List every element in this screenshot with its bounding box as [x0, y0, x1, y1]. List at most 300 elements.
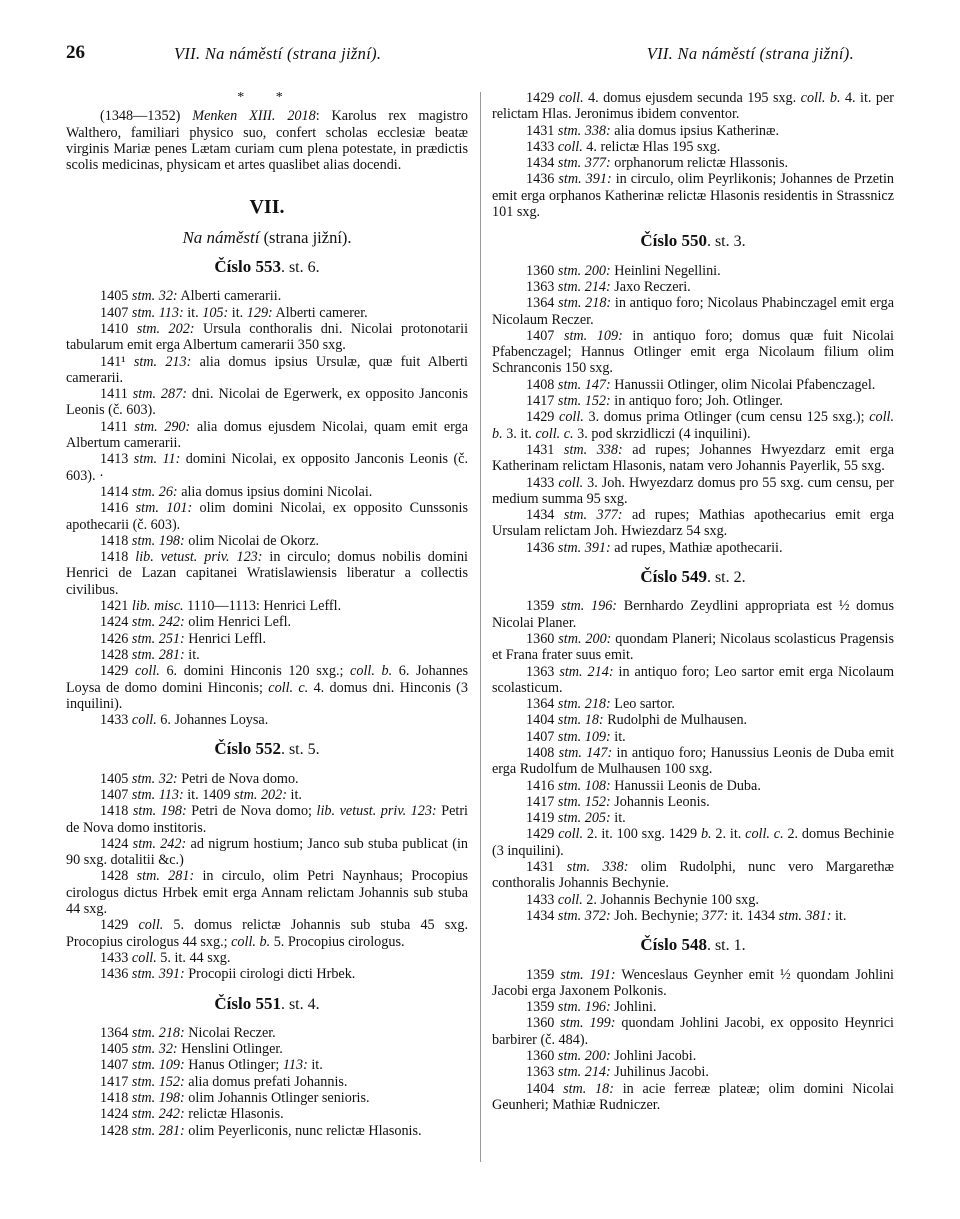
entry-text: 5. Procopius cirologus.	[270, 933, 405, 950]
entry-text: 1436	[526, 171, 559, 188]
source-reference: stm. 109:	[563, 327, 623, 344]
entry-text: it.	[286, 786, 302, 803]
source-reference: stm. 196:	[557, 999, 611, 1016]
record-entry	[492, 507, 894, 540]
entry-text: alia domus prefati Johannis.	[184, 1073, 348, 1090]
section-title-rest: (strana jižní).	[259, 227, 352, 247]
entry-text: olim Rudolphi, nunc vero Margarethæ conthoralis Johannis Bechynie.	[492, 859, 895, 892]
entry-text: in circulo; domus nobilis domini Henrici de Lazan capitanei Wratislawiensis liberatur a collectis civilibus.	[66, 549, 468, 598]
entry-text: 1424	[100, 614, 132, 631]
source-reference: stm. 200:	[558, 630, 612, 647]
entry-text: 1417	[526, 793, 558, 810]
entry-text: 1431	[526, 859, 567, 876]
record-entry	[66, 803, 468, 836]
source-reference: stm. 214:	[557, 278, 611, 295]
source-reference: stm. 205:	[557, 810, 611, 827]
record-entry	[66, 321, 468, 354]
entry-text: orphanorum relictæ Hlassonis.	[610, 155, 789, 172]
entry-text: 1429	[100, 917, 139, 934]
page-header	[66, 40, 894, 70]
entry-text: in circulo, olim Petri Naynhaus; Procopius cirologus dictus Hrbek emit erga Annam relictam Johannis sub stuba 44 sxg.	[66, 868, 469, 918]
entry-text: 1360	[526, 262, 558, 279]
source-reference: stm. 251:	[131, 630, 185, 647]
source-reference: stm. 287:	[132, 386, 187, 403]
entry-text: 1433	[526, 474, 559, 491]
entry-text: 1417	[100, 1073, 132, 1090]
source-reference: stm. 338:	[566, 859, 629, 876]
entry-text: 1426	[100, 630, 132, 647]
entry-text: 4. domus dni. Hinconis (3 inquilini).	[66, 679, 468, 712]
source-reference: lib. misc.	[131, 598, 184, 615]
entry-text: 1433	[526, 138, 558, 155]
record-entry	[492, 155, 894, 171]
entry-text: 1413	[100, 451, 134, 468]
source-reference: coll. b.	[800, 90, 841, 106]
entry-text: relictæ Hlasonis.	[184, 1106, 284, 1123]
record-entry	[66, 1123, 468, 1139]
record-entry	[492, 1015, 894, 1048]
source-reference: 113:	[282, 1057, 308, 1074]
entry-text: olim Peyerliconis, nunc relictæ Hlasonis.	[184, 1122, 422, 1139]
source-reference: coll.	[135, 663, 160, 680]
record-entry	[492, 729, 894, 745]
entry-text: 1110—1113: Henrici Leffl.	[183, 598, 342, 615]
entry-text: : Karolus rex magistro Walthero, familiari physico suo, confert scholas ecclesiæ beatæ virginis Mariæ penes Lætam curiam cum plena potestate, in prædictis scolis medicinas, physicam et artes quaslibet alias docendi.	[66, 108, 468, 174]
entry-text: 1363	[526, 1064, 558, 1081]
source-reference: stm. 281:	[136, 868, 195, 885]
source-reference: stm. 196:	[561, 598, 618, 615]
source-reference: coll.	[559, 409, 584, 426]
entry-text: 1433	[526, 891, 558, 908]
record-entry	[66, 712, 468, 728]
source-reference: coll. b.	[231, 933, 271, 950]
record-entry	[492, 171, 894, 220]
entry-text: Heinlini Negellini.	[610, 262, 721, 279]
entry-text: Petri de Nova domo;	[186, 803, 317, 820]
entry-text: 4. it. per relictam Hlas. Jeronimus ibidem conventor.	[492, 90, 895, 123]
house-number: Číslo 551	[214, 993, 281, 1013]
entry-text: 1411	[100, 418, 135, 435]
entry-text: Hanussii Leonis de Duba.	[610, 777, 761, 794]
record-entry	[492, 810, 894, 826]
entry-text: 1431	[526, 441, 564, 458]
entry-text: 1424	[100, 1106, 132, 1123]
entry-text: 1363	[526, 278, 558, 295]
entry-text: 1417	[526, 393, 558, 410]
entry-text: 1429	[526, 90, 559, 106]
record-entry	[492, 90, 894, 123]
source-reference: stm. 152:	[557, 393, 611, 410]
source-reference: stm. 372:	[557, 907, 611, 924]
section-stars: * *	[237, 90, 297, 105]
record-entry	[66, 451, 468, 484]
entry-text: 1408	[526, 376, 558, 393]
entry-text: 2. domus Bechinie (3 inquilini).	[492, 826, 895, 859]
source-reference: stm. 281:	[131, 1122, 185, 1139]
entry-text: Johlini.	[610, 999, 657, 1016]
record-entry	[66, 868, 468, 917]
record-entry	[66, 663, 468, 712]
entry-text: 1360	[526, 1048, 558, 1065]
source-reference: stm. 147:	[557, 376, 611, 393]
source-reference: stm. 377:	[563, 507, 623, 524]
entry-text: 1428	[100, 868, 137, 885]
entry-text: 1433	[100, 712, 132, 729]
record-entry	[66, 305, 468, 321]
source-reference: stm. 281:	[131, 646, 185, 663]
entry-text: 2. it. 100 sxg. 1429	[583, 826, 701, 843]
entry-text: 1429	[526, 409, 560, 426]
source-reference: coll. c.	[535, 425, 574, 442]
intro-paragraph	[66, 108, 468, 173]
entry-text: ad rupes; Johannes Hwyezdarz emit erga Katherinam relictam Hlasonis, natam vero Johannis Payerlik, 55 sxg.	[492, 441, 895, 475]
running-head-right: VII. Na náměstí (strana jižní).	[646, 44, 854, 63]
entry-text: (1348—1352)	[100, 108, 193, 125]
source-reference: coll.	[558, 474, 584, 491]
record-entry	[492, 598, 894, 631]
record-entry	[66, 917, 468, 950]
source-reference: stm. 290:	[134, 418, 191, 435]
entry-text: 3. pod skrzidliczi (4 inquilini).	[573, 425, 751, 442]
record-entry	[492, 778, 894, 794]
right-intro-entries	[492, 90, 894, 220]
left-blocks	[66, 259, 468, 1139]
section-title	[66, 227, 468, 247]
entry-text: 1405	[100, 1041, 132, 1058]
source-reference: stm. 213:	[133, 353, 192, 370]
entry-text: alia domus ipsius domini Nicolai.	[177, 483, 373, 500]
entry-text: 1411	[100, 386, 133, 403]
entry-text: in antiquo foro; Leo sartor emit erga Nicolaum scolasticum.	[492, 663, 894, 696]
house-number-heading	[492, 937, 894, 954]
source-reference: coll.	[131, 949, 157, 966]
entry-text: 1433	[100, 949, 132, 966]
entry-text: Leo sartor.	[610, 696, 675, 713]
record-entry	[492, 745, 894, 778]
record-entry	[66, 950, 468, 966]
entry-text: 2. Johannis Bechynie 100 sxg.	[582, 891, 759, 908]
entry-text: olim Henrici Lefl.	[184, 614, 292, 631]
source-reference: b.	[700, 826, 712, 843]
entry-text: 1429	[100, 663, 135, 680]
source-reference: stm. 202:	[136, 320, 195, 337]
entry-text: 6. Johannes Loysa de domo domini Hinconis;	[66, 663, 468, 696]
source-reference: coll.	[557, 891, 583, 908]
entry-text: 4. domus ejusdem secunda 195 sxg.	[583, 90, 801, 106]
entry-text: it.	[610, 728, 626, 745]
record-entry	[492, 263, 894, 279]
entry-text: Joh. Bechynie;	[610, 907, 703, 924]
house-number: Číslo 552	[214, 739, 281, 759]
source-reference: stm. 18:	[557, 712, 604, 729]
entry-text: 1434	[526, 155, 558, 172]
source-reference: stm. 338:	[557, 122, 611, 139]
entry-text: Ursula conthoralis dni. Nicolai protonotarii tabularum emit erga Albertum camerarii 350 sxg.	[66, 320, 469, 354]
record-entry	[492, 139, 894, 155]
record-entry	[492, 631, 894, 664]
entry-text: Juhilinus Jacobi.	[610, 1064, 709, 1081]
source-reference: stm. 32:	[131, 1041, 178, 1058]
record-entry	[66, 787, 468, 803]
record-entry	[492, 999, 894, 1015]
record-entry	[492, 859, 894, 892]
record-entry	[66, 533, 468, 549]
source-reference: stm. 381:	[778, 907, 832, 924]
entry-text: 1418	[100, 1090, 132, 1107]
entry-text: 2. it.	[711, 826, 746, 843]
source-reference: stm. 101:	[135, 500, 193, 517]
entry-text: Alberti camerarii.	[177, 288, 282, 305]
entry-text: 1428	[100, 646, 132, 663]
entry-text: 1407	[526, 728, 558, 745]
entry-text: quondam Johlini Jacobi, ex opposito Heynrici barbirer (č. 484).	[492, 1015, 894, 1048]
entry-text: 1404	[526, 1080, 564, 1097]
house-number-heading	[66, 741, 468, 758]
entry-text: olim Johannis Otlinger senioris.	[184, 1090, 370, 1107]
source-reference: stm. 200:	[557, 262, 611, 279]
entry-text: alia domus ipsius Katherinæ.	[610, 122, 779, 139]
source-reference: stm. 113:	[131, 786, 184, 803]
record-entry	[66, 288, 468, 304]
source-reference: stm. 391:	[557, 539, 611, 556]
record-entry	[66, 647, 468, 663]
entry-text: 1405	[100, 288, 132, 305]
entry-text: 1364	[100, 1024, 132, 1041]
record-entry	[66, 631, 468, 647]
entry-text: olim domini Nicolai, ex opposito Cunssonis apothecarii (č. 603).	[66, 500, 468, 533]
entry-text: ad rupes; Mathias apothecarius emit erga Ursulam relictam Joh. Hwiezdarz 54 sxg.	[492, 507, 895, 540]
record-entry	[66, 549, 468, 598]
entry-text: 1429	[526, 826, 559, 843]
source-reference: stm. 191:	[560, 966, 616, 983]
entry-text: Henrici Leffl.	[184, 630, 267, 647]
source-reference: Menken XIII. 2018	[192, 108, 316, 125]
record-entry	[66, 598, 468, 614]
source-reference: stm. 391:	[558, 171, 612, 188]
entry-text: 3. it.	[502, 425, 536, 442]
entry-text: 1408	[526, 744, 559, 761]
entry-text: domini Nicolai, ex opposito Janconis Leonis (č. 603). ·	[66, 451, 469, 484]
entry-text: 1424	[100, 835, 133, 852]
source-reference: stm. 152:	[131, 1073, 185, 1090]
entry-text: ad nigrum hostium; Janco sub stuba publicat (in 90 sxg. dotalitii &c.)	[66, 835, 469, 869]
record-entry	[66, 386, 468, 419]
house-number-heading	[66, 993, 468, 1013]
house-number-suffix: . st. 4.	[280, 995, 320, 1013]
source-reference: stm. 199:	[560, 1015, 616, 1032]
record-entry	[66, 419, 468, 452]
source-reference: coll. b.	[492, 409, 895, 442]
entry-text: Jaxo Reczeri.	[610, 278, 691, 295]
house-number: Číslo 548	[640, 935, 707, 955]
entry-text: it.	[831, 907, 847, 924]
entry-text: Hanus Otlinger;	[184, 1057, 283, 1074]
record-entry	[492, 123, 894, 139]
source-reference: lib. vetust. priv. 123:	[135, 549, 263, 566]
entry-text: 1418	[100, 549, 136, 566]
entry-text: 1436	[100, 966, 132, 983]
entry-text: Petri de Nova domo.	[177, 770, 299, 787]
source-reference: stm. 32:	[131, 288, 178, 305]
record-entry	[492, 1064, 894, 1080]
record-entry	[492, 295, 894, 328]
entry-text: it.	[610, 810, 626, 827]
source-reference: stm. 32:	[131, 770, 178, 787]
house-number-suffix: . st. 3.	[706, 233, 746, 251]
source-reference: stm. 391:	[131, 966, 185, 983]
record-entry	[66, 836, 468, 869]
entry-text: Johlini Jacobi.	[610, 1048, 697, 1065]
record-entry	[66, 500, 468, 533]
house-number-heading	[492, 569, 894, 586]
entry-text: 1428	[100, 1122, 132, 1139]
entry-text: dni. Nicolai de Egerwerk, ex opposito Janconis Leonis (č. 603).	[66, 386, 468, 419]
record-entry	[66, 1074, 468, 1090]
record-entry	[492, 475, 894, 508]
entry-text: 1360	[526, 1015, 561, 1032]
source-reference: lib. vetust. priv. 123:	[316, 803, 437, 820]
entry-text: 1364	[526, 295, 559, 312]
entry-text: Rudolphi de Mulhausen.	[603, 712, 748, 729]
source-reference: stm. 147:	[558, 744, 613, 761]
entry-text: Petri de Nova domo institoris.	[66, 803, 468, 836]
entry-text: 1416	[526, 777, 558, 794]
house-number-suffix: . st. 2.	[706, 569, 746, 587]
record-entry	[66, 614, 468, 630]
source-reference: stm. 11:	[133, 451, 181, 468]
record-entry	[492, 794, 894, 810]
entry-text: 1418	[100, 532, 132, 549]
source-reference: stm. 242:	[131, 1106, 185, 1123]
house-number-heading	[492, 233, 894, 250]
entry-text: 3. domus prima Otlinger (cum censu 125 sxg.);	[583, 409, 870, 426]
source-reference: coll.	[557, 138, 583, 155]
house-number: Číslo 550	[640, 231, 707, 251]
entry-text: it.	[184, 646, 200, 663]
source-reference: coll. c.	[745, 826, 784, 843]
entry-text: it. 1409	[183, 786, 235, 803]
entry-text: 1436	[526, 539, 558, 556]
source-reference: stm. 214:	[559, 663, 614, 680]
record-entry	[492, 328, 894, 377]
entry-text: 1407	[100, 304, 132, 321]
entry-text: Johannis Leonis.	[610, 793, 710, 810]
right-column	[492, 90, 894, 1113]
entry-text: 1416	[100, 500, 136, 517]
entry-text: 1407	[100, 786, 132, 803]
entry-text: 1405	[100, 770, 132, 787]
source-reference: coll. c.	[268, 679, 309, 696]
entry-text: 1404	[526, 712, 558, 729]
record-entry	[492, 377, 894, 393]
record-entry	[66, 1025, 468, 1041]
section-title-italic: Na náměstí	[182, 227, 260, 247]
house-number-heading	[66, 259, 468, 276]
entry-text: Procopii cirologi dicti Hrbek.	[184, 966, 356, 983]
entry-text: in antiquo foro; Hanussius Leonis de Duba emit erga Rudolfum de Mulhausen 100 sxg.	[492, 744, 895, 778]
source-reference: 377:	[702, 907, 729, 924]
house-number: Číslo 549	[640, 567, 707, 587]
record-entry	[66, 1106, 468, 1122]
source-reference: stm. 200:	[557, 1048, 611, 1065]
entry-text: 3. Joh. Hwyezdarz domus pro 55 sxg. cum censu, per medium summa 95 sxg.	[492, 474, 895, 507]
entry-text: 5. it. 44 sxg.	[156, 949, 231, 966]
entry-text: it.	[228, 304, 247, 321]
record-entry	[66, 771, 468, 787]
house-number: Číslo 553	[214, 257, 281, 277]
entry-text: quondam Planeri; Nicolaus scolasticus Pragensis et Frana frater suus emit.	[492, 630, 895, 664]
entry-text: Bernhardo Zeydlini appropriata est ½ domus Nicolai Planer.	[492, 598, 895, 631]
source-reference: stm. 109:	[131, 1057, 185, 1074]
entry-text: 4. relictæ Hlas 195 sxg.	[582, 138, 721, 155]
entry-text: 1431	[526, 122, 558, 139]
entry-text: Henslini Otlinger.	[177, 1041, 283, 1058]
entry-text: 1364	[526, 696, 558, 713]
source-reference: stm. 214:	[557, 1064, 611, 1081]
running-head-left: VII. Na náměstí (strana jižní).	[174, 44, 382, 63]
source-reference: stm. 198:	[131, 1090, 185, 1107]
source-reference: coll.	[131, 712, 157, 729]
record-entry	[66, 1090, 468, 1106]
entry-text: alia domus ejusdem Nicolai, quam emit erga Albertum camerarii.	[66, 418, 468, 452]
record-entry	[492, 696, 894, 712]
entry-text: ad rupes, Mathiæ apothecarii.	[610, 539, 783, 556]
source-reference: stm. 18:	[563, 1080, 614, 1097]
entry-text: 1407	[100, 1057, 132, 1074]
entry-text: it. 1434	[728, 907, 779, 924]
right-blocks	[492, 233, 894, 1113]
entry-text: it.	[183, 304, 203, 321]
entry-text: Wenceslaus Geynher emit ½ quondam Johlini Jacobi erga Jaxonem Polkonis.	[492, 966, 894, 999]
record-entry	[492, 540, 894, 556]
entry-text: 1359	[526, 999, 558, 1016]
entry-text: 1363	[526, 663, 560, 680]
record-entry	[66, 1057, 468, 1073]
page-number: 26	[66, 42, 85, 63]
source-reference: 105:	[202, 304, 229, 321]
entry-text: 1407	[526, 327, 564, 344]
source-reference: coll.	[558, 826, 584, 843]
source-reference: stm. 113:	[131, 304, 184, 321]
source-reference: coll.	[558, 90, 584, 106]
source-reference: stm. 242:	[132, 835, 187, 852]
source-reference: stm. 377:	[557, 155, 611, 172]
source-reference: coll.	[138, 917, 164, 934]
entry-text: in antiquo foro; domus quæ fuit Nicolai Pfabenczagel; Hannus Otlinger emit erga Nicolaum filium olim Schranconis 150 sxg.	[492, 327, 895, 377]
entry-text: in circulo, olim Peyrlikonis; Johannes de Przetin emit erga orphanos Katherinæ relictæ Hlasonis residentis in Strassnicz 101 sxg.	[492, 171, 895, 221]
source-reference: stm. 218:	[557, 696, 611, 713]
source-reference: stm. 242:	[131, 614, 185, 631]
entry-text: 1418	[100, 803, 133, 820]
record-entry	[66, 966, 468, 982]
record-entry	[492, 1081, 894, 1114]
entry-text: 1434	[526, 507, 564, 524]
record-entry	[66, 1041, 468, 1057]
entry-text: Alberti camerer.	[272, 304, 368, 321]
entry-text: 1419	[526, 810, 558, 827]
source-reference: stm. 202:	[234, 786, 287, 803]
entry-text: 5. domus relictæ Johannis sub stuba 45 sxg. Procopius cirologus 44 sxg.;	[66, 917, 469, 950]
record-entry	[492, 442, 894, 475]
record-entry	[492, 1048, 894, 1064]
source-reference: stm. 152:	[557, 793, 611, 810]
left-column	[66, 90, 468, 1139]
record-entry	[492, 908, 894, 924]
house-number-suffix: . st. 5.	[280, 741, 320, 759]
record-entry	[66, 354, 468, 387]
source-reference: stm. 198:	[131, 532, 185, 549]
source-reference: stm. 338:	[563, 441, 623, 458]
